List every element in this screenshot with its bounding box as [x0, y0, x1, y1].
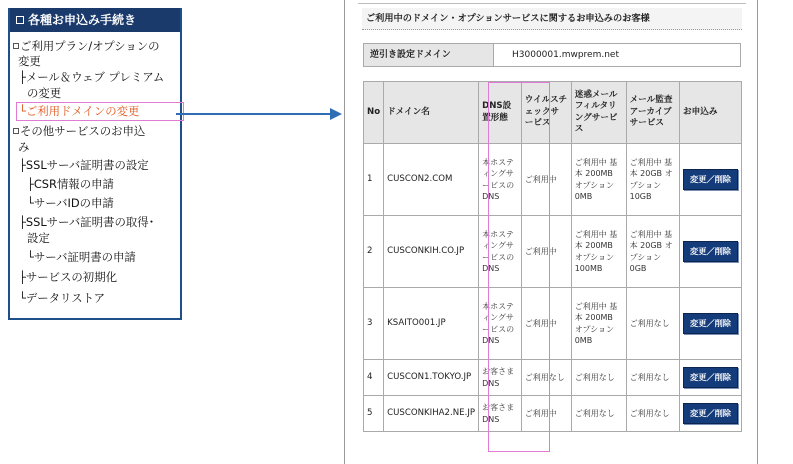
change-delete-button[interactable]: 変更／削除	[683, 367, 738, 388]
sidebar-item-plan-option[interactable]	[13, 39, 160, 55]
cell-archive: ご利用なし	[626, 360, 679, 396]
cell-archive: ご利用中 基本 20GB オプション 10GB	[626, 144, 679, 216]
sidebar-item-ssl-acquire[interactable]	[19, 215, 154, 231]
sidebar-item-ssl-acquire-cont[interactable]	[27, 231, 50, 247]
table-row	[364, 360, 742, 396]
cell-no: 2	[364, 216, 384, 288]
cell-dns: お客さまDNS	[479, 360, 522, 396]
panel-title: ご利用中のドメイン・オプションサービスに関するお申込みのお客様	[362, 8, 742, 30]
col-header-virus: ウイルスチェックサービス	[521, 82, 571, 144]
cell-virus: ご利用中	[521, 216, 571, 288]
table-row	[364, 288, 742, 360]
cell-apply	[680, 144, 742, 216]
col-header-apply: お申込み	[680, 82, 742, 144]
domain-table	[363, 81, 742, 432]
sidebar-item-label: み	[18, 140, 30, 154]
sidebar-item-cert-request[interactable]	[27, 250, 136, 266]
change-delete-button[interactable]: 変更／削除	[683, 403, 738, 424]
sidebar-item-label: └データリストア	[19, 291, 106, 305]
sidebar-item-other-service[interactable]	[13, 124, 145, 140]
cell-spam: ご利用なし	[571, 360, 626, 396]
sidebar-item-label: の変更	[27, 86, 62, 100]
sidebar-item-data-restore[interactable]	[19, 291, 105, 307]
cell-domain: CUSCONKIH.CO.JP	[384, 216, 479, 288]
sidebar-item-server-id-request[interactable]	[27, 196, 114, 212]
cell-no: 1	[364, 144, 384, 216]
cell-dns: 本ホスティングサービスのDNS	[479, 216, 522, 288]
sidebar-item-label: ご利用プラン/オプションの	[20, 39, 160, 53]
cell-dns: 本ホスティングサービスのDNS	[479, 288, 522, 360]
sidebar-item-label: その他サービスのお申込	[20, 124, 146, 138]
col-header-no: No	[364, 82, 384, 144]
cell-apply	[680, 360, 742, 396]
cell-apply	[680, 216, 742, 288]
sidebar-header-label: 各種お申込み手続き	[28, 13, 137, 27]
reverse-dns-value: H3000001.mwprem.net	[512, 50, 619, 60]
sidebar-item-label: └サーバ証明書の申請	[27, 250, 136, 264]
table-row	[364, 396, 742, 432]
cell-virus: ご利用中	[521, 396, 571, 432]
sidebar-item-label: └ご利用ドメインの変更	[19, 104, 140, 118]
sidebar-header	[10, 8, 180, 32]
highlight-box	[16, 102, 184, 121]
sidebar	[8, 8, 182, 320]
sidebar-item-label: ├サービスの初期化	[19, 270, 117, 284]
cell-domain: CUSCONKIHA2.NE.JP	[384, 396, 479, 432]
sidebar-item-plan-option-cont[interactable]	[18, 54, 41, 70]
sidebar-item-label: 設定	[27, 231, 50, 245]
cell-archive: ご利用中 基本 20GB オプション 0GB	[626, 216, 679, 288]
cell-virus: ご利用中	[521, 288, 571, 360]
cell-archive: ご利用なし	[626, 288, 679, 360]
change-delete-button[interactable]: 変更／削除	[683, 313, 738, 334]
square-icon	[16, 16, 24, 24]
divider	[358, 0, 746, 4]
sidebar-item-label: ├SSLサーバ証明書の取得･	[19, 215, 155, 229]
cell-domain: CUSCON1.TOKYO.JP	[384, 360, 479, 396]
sidebar-item-label: └サーバIDの申請	[27, 196, 114, 210]
reverse-dns-label: 逆引き設定ドメイン	[364, 44, 494, 66]
cell-virus: ご利用なし	[521, 360, 571, 396]
sidebar-item-premium-change[interactable]	[19, 70, 164, 86]
sidebar-item-premium-change-cont[interactable]	[27, 86, 61, 102]
sidebar-item-other-service-cont[interactable]	[18, 140, 29, 156]
arrow-right-icon	[174, 106, 344, 122]
col-header-spam: 迷惑メールフィルタリングサービス	[571, 82, 626, 144]
box-icon	[13, 128, 19, 134]
sidebar-item-ssl-setting[interactable]	[19, 158, 149, 174]
table-row	[364, 216, 742, 288]
box-icon	[13, 43, 19, 49]
sidebar-item-label: 変更	[18, 54, 41, 68]
col-header-domain: ドメイン名	[384, 82, 479, 144]
cell-spam: ご利用中 基本 200MB オプション 0MB	[571, 144, 626, 216]
change-delete-button[interactable]: 変更／削除	[683, 169, 738, 190]
cell-no: 3	[364, 288, 384, 360]
cell-domain: KSAITO001.JP	[384, 288, 479, 360]
cell-no: 4	[364, 360, 384, 396]
cell-spam: ご利用なし	[571, 396, 626, 432]
cell-apply	[680, 288, 742, 360]
sidebar-item-service-init[interactable]	[19, 270, 117, 286]
col-header-dns: DNS設置形態	[479, 82, 522, 144]
sidebar-item-label: ├メール＆ウェブ プレミアム	[19, 70, 165, 84]
table-row	[364, 144, 742, 216]
sidebar-item-csr-request[interactable]	[27, 177, 114, 193]
reverse-dns-row	[363, 43, 741, 67]
cell-virus: ご利用中	[521, 144, 571, 216]
table-header-row	[364, 82, 742, 144]
cell-spam: ご利用中 基本 200MB オプション 0MB	[571, 288, 626, 360]
change-delete-button[interactable]: 変更／削除	[683, 241, 738, 262]
col-header-archive: メール監査アーカイブサービス	[626, 82, 679, 144]
sidebar-item-label: ├SSLサーバ証明書の設定	[19, 158, 149, 172]
cell-dns: お客さまDNS	[479, 396, 522, 432]
cell-dns: 本ホスティングサービスのDNS	[479, 144, 522, 216]
sidebar-item-label: ├CSR情報の申請	[27, 177, 114, 191]
cell-domain: CUSCON2.COM	[384, 144, 479, 216]
cell-apply	[680, 396, 742, 432]
domain-panel	[344, 0, 758, 464]
cell-no: 5	[364, 396, 384, 432]
cell-archive: ご利用なし	[626, 396, 679, 432]
cell-spam: ご利用中 基本 200MB オプション 100MB	[571, 216, 626, 288]
